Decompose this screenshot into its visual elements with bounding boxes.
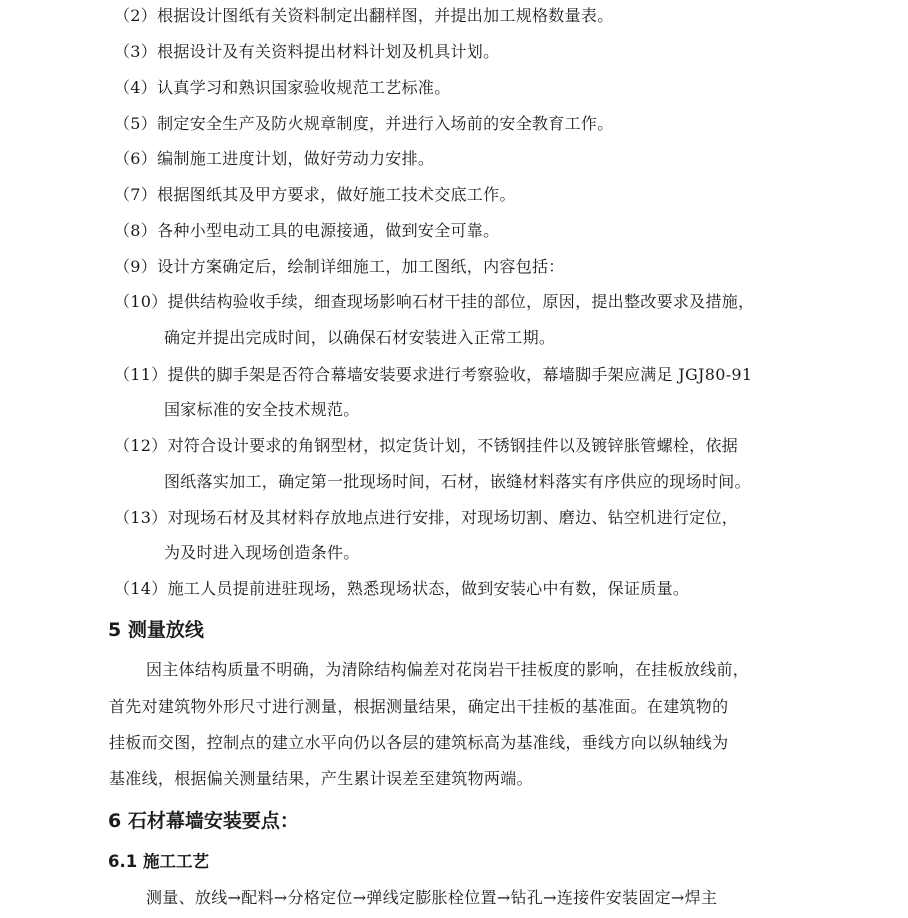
item-text: 施工人员提前进驻现场，熟悉现场状态，做到安装心中有数，保证质量。 <box>167 579 690 598</box>
item-continuation: 国家标准的安全技术规范。 <box>164 400 360 419</box>
list-item <box>114 365 752 385</box>
paragraph-line: 测量、放线→配料→分格定位→弹线定膨胀栓位置→钻孔→连接件安装固定→焊主 <box>146 888 718 907</box>
item-continuation: 为及时进入现场创造条件。 <box>164 543 360 562</box>
item-text: 设计方案确定后，绘制详细施工，加工图纸，内容包括： <box>157 257 565 276</box>
list-item <box>114 78 451 98</box>
subsection-heading: 6.1 施工工艺 <box>108 852 209 871</box>
item-text: 提供结构验收手续，细查现场影响石材干挂的部位，原因，提出整改要求及措施， <box>167 292 755 311</box>
paragraph-line: 首先对建筑物外形尺寸进行测量，根据测量结果，确定出干挂板的基准面。在建筑物的 <box>109 697 729 716</box>
item-text: 对现场石材及其材料存放地点进行安排，对现场切割、磨边、钻空机进行定位， <box>167 508 739 527</box>
list-item <box>114 257 565 277</box>
list-item <box>114 292 754 312</box>
section-heading: 6 石材幕墙安装要点： <box>108 810 299 832</box>
item-text: 根据图纸其及甲方要求，做好施工技术交底工作。 <box>157 185 516 204</box>
item-continuation: 确定并提出完成时间，以确保石材安装进入正常工期。 <box>164 328 556 347</box>
item-number: （10） <box>114 292 168 311</box>
section-heading: 5 测量放线 <box>108 619 204 641</box>
list-item <box>114 185 516 205</box>
item-number: （5） <box>114 114 158 133</box>
item-text: 对符合设计要求的角钢型材，拟定货计划，不锈钢挂件以及镀锌胀管螺栓，依据 <box>167 436 739 455</box>
item-number: （6） <box>114 149 158 168</box>
item-text: 制定安全生产及防火规章制度，并进行入场前的安全教育工作。 <box>157 114 614 133</box>
item-number: （4） <box>114 78 158 97</box>
item-number: （9） <box>114 257 158 276</box>
paragraph-line: 挂板而交图，控制点的建立水平向仍以各层的建筑标高为基准线，垂线方向以纵轴线为 <box>109 733 729 752</box>
item-number: （7） <box>114 185 158 204</box>
item-text: 编制施工进度计划，做好劳动力安排。 <box>157 149 435 168</box>
item-number: （2） <box>114 6 158 25</box>
item-number: （3） <box>114 42 158 61</box>
list-item <box>114 42 499 62</box>
item-number: （12） <box>114 436 168 455</box>
item-number: （13） <box>114 508 168 527</box>
item-number: （14） <box>114 579 168 598</box>
list-item <box>114 436 738 456</box>
item-number: （8） <box>114 221 158 240</box>
item-continuation: 图纸落实加工，确定第一批现场时间，石材，嵌缝材料落实有序供应的现场时间。 <box>164 472 751 491</box>
item-text: 根据设计图纸有关资料制定出翻样图，并提出加工规格数量表。 <box>157 6 614 25</box>
paragraph-line: 因主体结构质量不明确，为清除结构偏差对花岗岩干挂板度的影响，在挂板放线前， <box>146 660 750 679</box>
list-item <box>114 579 689 599</box>
paragraph-line: 基准线，根据偏关测量结果，产生累计误差至建筑物两端。 <box>109 769 533 788</box>
item-text: 提供的脚手架是否符合幕墙安装要求进行考察验收，幕墙脚手架应满足 JGJ80-91 <box>167 365 753 384</box>
list-item <box>114 149 434 169</box>
list-item <box>114 6 614 26</box>
item-text: 根据设计及有关资料提出材料计划及机具计划。 <box>157 42 500 61</box>
list-item <box>114 508 738 528</box>
list-item <box>114 114 614 134</box>
item-number: （11） <box>114 365 168 384</box>
item-text: 认真学习和熟识国家验收规范工艺标准。 <box>157 78 451 97</box>
list-item <box>114 221 499 241</box>
item-text: 各种小型电动工具的电源接通，做到安全可靠。 <box>157 221 500 240</box>
